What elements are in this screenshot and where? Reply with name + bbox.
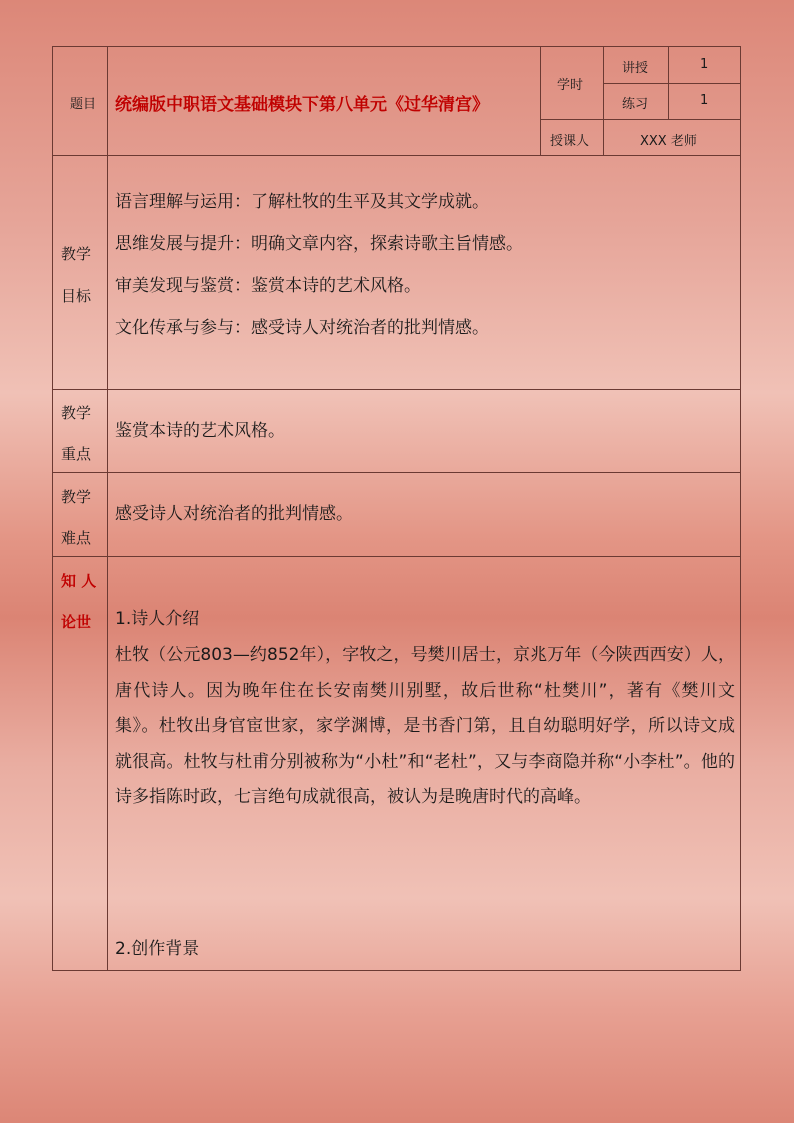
goal-item: 思维发展与提升：明确文章内容，探索诗歌主旨情感。 xyxy=(115,234,523,254)
hours-label: 学时 xyxy=(557,78,584,93)
section2-title: 2.创作背景 xyxy=(115,939,200,959)
difficulty-text: 感受诗人对统治者的批判情感。 xyxy=(115,504,353,524)
column-divider-title xyxy=(540,46,541,156)
section1-title: 1.诗人介绍 xyxy=(115,609,200,629)
difficulty-label-line1: 教学 xyxy=(61,488,92,506)
row-divider-goals xyxy=(52,389,741,390)
topic-title: 统编版中职语文基础模块下第八单元《过华清宫》 xyxy=(115,95,489,115)
goals-label-line2: 目标 xyxy=(61,287,92,305)
lecture-label: 讲授 xyxy=(622,61,649,76)
row-divider-header xyxy=(52,155,741,156)
lecture-value: 1 xyxy=(700,57,709,72)
practice-label: 练习 xyxy=(622,97,649,112)
column-divider-label xyxy=(107,46,108,971)
goals-list xyxy=(115,181,523,349)
practice-value: 1 xyxy=(700,93,709,108)
focus-text: 鉴赏本诗的艺术风格。 xyxy=(115,421,285,441)
goals-label-line1: 教学 xyxy=(61,245,92,263)
focus-label-line1: 教学 xyxy=(61,404,92,422)
topic-label: 题目 xyxy=(70,97,97,112)
row-divider-practice xyxy=(540,119,741,120)
teacher-value: XXX 老师 xyxy=(640,134,697,149)
column-divider-values xyxy=(668,46,669,120)
difficulty-label-line2: 难点 xyxy=(61,529,92,547)
column-divider-hours xyxy=(603,46,604,156)
row-divider-difficulty xyxy=(52,556,741,557)
focus-label-line2: 重点 xyxy=(61,445,92,463)
goal-item: 语言理解与运用：了解杜牧的生平及其文学成就。 xyxy=(115,192,489,212)
goal-item: 审美发现与鉴赏：鉴赏本诗的艺术风格。 xyxy=(115,276,421,296)
teacher-label: 授课人 xyxy=(550,134,590,149)
goal-item: 文化传承与参与：感受诗人对统治者的批判情感。 xyxy=(115,318,489,338)
row-divider-lecture xyxy=(603,83,741,84)
row-divider-focus xyxy=(52,472,741,473)
background-label-line2: 论世 xyxy=(61,613,92,631)
background-label-line1: 知 人 xyxy=(61,572,97,590)
section1-text: 杜牧（公元803—约852年），字牧之，号樊川居士，京兆万年（今陕西西安）人，唐代诗人。因为晚年住在长安南樊川别墅，故后世称“杜樊川”，著有《樊川文集》。杜牧出身官宦世家，家学渊博，是书香门第，且自幼聪明好学，所以诗文成就很高。杜牧与杜甫分别被称为“小杜”和“老杜”，又与李商隐并称“小李杜”。他的诗多指陈时政，七言绝句成就很高，被认为是晚唐时代的高峰。 xyxy=(115,645,735,807)
